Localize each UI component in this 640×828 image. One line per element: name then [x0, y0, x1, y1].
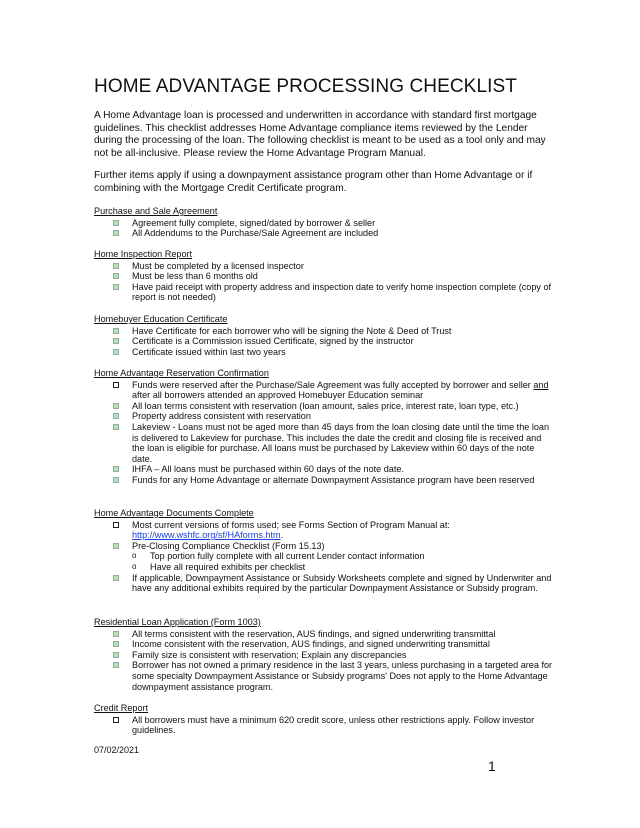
- checklist-item: Most current versions of forms used; see Forms Section of Program Manual at: http://www.wshfc.org/sf/HAforms.htm.: [94, 520, 554, 541]
- checkbox-icon[interactable]: [113, 349, 119, 355]
- section-loan-application: [94, 617, 554, 692]
- checkbox-icon[interactable]: [113, 522, 119, 528]
- section-title: Home Advantage Reservation Confirmation: [94, 368, 269, 378]
- checklist-item: Pre-Closing Compliance Checklist (Form 15.13) o Top portion fully complete with all current Lender contact information o Have all required exhibits per checklist: [94, 541, 554, 573]
- checklist-item: Certificate issued within last two years: [94, 347, 554, 358]
- checkbox-icon[interactable]: [113, 641, 119, 647]
- checkbox-icon[interactable]: [113, 220, 119, 226]
- checklist-item: Family size is consistent with reservation; Explain any discrepancies: [94, 650, 554, 661]
- checklist-item: Funds for any Home Advantage or alternate Downpayment Assistance program have been reserved: [94, 475, 554, 486]
- checklist-item: All terms consistent with the reservation, AUS findings, and signed underwriting transmittal: [94, 629, 554, 640]
- checkbox-icon[interactable]: [113, 466, 119, 472]
- checkbox-icon[interactable]: [113, 338, 119, 344]
- checkbox-icon[interactable]: [113, 382, 119, 388]
- section-title: Purchase and Sale Agreement: [94, 206, 218, 216]
- checkbox-icon[interactable]: [113, 575, 119, 581]
- circle-bullet-icon: o: [132, 561, 137, 571]
- section-purchase-sale: [94, 206, 554, 239]
- checkbox-icon[interactable]: [113, 662, 119, 668]
- checkbox-icon[interactable]: [113, 413, 119, 419]
- section-home-inspection: [94, 249, 554, 303]
- checklist-item: Lakeview - Loans must not be aged more than 45 days from the loan closing date until the time the loan is delivered to Lakeview for purchase. This includes the date the credit and closing file is received and the loan is eligible for purchase. All loans must be purchased by Lakeview within 60 days of the note date.: [94, 422, 554, 464]
- forms-link[interactable]: http://www.wshfc.org/sf/HAforms.htm: [132, 530, 281, 541]
- checklist-item: Must be less than 6 months old: [94, 271, 554, 282]
- sub-item: o Top portion fully complete with all current Lender contact information: [132, 551, 425, 562]
- checklist-item: All loan terms consistent with reservation (loan amount, sales price, interest rate, loan type, etc.): [94, 401, 554, 412]
- checkbox-icon[interactable]: [113, 631, 119, 637]
- section-title: Residential Loan Application (Form 1003): [94, 617, 261, 627]
- checklist-item: All borrowers must have a minimum 620 credit score, unless other restrictions apply. Follow investor guidelines.: [94, 715, 554, 736]
- checklist-item: If applicable, Downpayment Assistance or Subsidy Worksheets complete and signed by Underwriter and have any additional exhibits required by the particular Downpayment Assistance or Subsidy program.: [94, 573, 554, 594]
- page-title: HOME ADVANTAGE PROCESSING CHECKLIST: [94, 76, 517, 97]
- checkbox-icon[interactable]: [113, 328, 119, 334]
- checklist-item: Agreement fully complete, signed/dated by borrower & seller: [94, 218, 554, 229]
- checklist-item: Funds were reserved after the Purchase/Sale Agreement was fully accepted by borrower and seller and after all borrowers attended an approved Homebuyer Education seminar: [94, 380, 554, 401]
- section-documents-complete: [94, 508, 554, 594]
- section-title: Home Inspection Report: [94, 249, 193, 259]
- checkbox-icon[interactable]: [113, 403, 119, 409]
- checkbox-icon[interactable]: [113, 424, 119, 430]
- checkbox-icon[interactable]: [113, 543, 119, 549]
- checklist-item: Borrower has not owned a primary residence in the last 3 years, unless purchasing in a targeted area for some specialty Downpayment Assistance or Subsidy programs' Does not apply to the Home Advantage downpayment assistance program.: [94, 660, 554, 692]
- section-title: Homebuyer Education Certificate: [94, 314, 228, 324]
- checklist-item: All Addendums to the Purchase/Sale Agreement are included: [94, 228, 554, 239]
- checkbox-icon[interactable]: [113, 273, 119, 279]
- intro-paragraph: A Home Advantage loan is processed and underwritten in accordance with standard first mortgage guidelines. This checklist addresses Home Advantage compliance items reviewed by the Lender during the processing of the loan. The following checklist is meant to be used as a tool only and may not be all-inclusive. Please review the Home Advantage Program Manual.: [94, 110, 546, 159]
- checklist-item: Income consistent with the reservation, AUS findings, and signed underwriting transmittal: [94, 639, 554, 650]
- circle-bullet-icon: o: [132, 551, 137, 561]
- checkbox-icon[interactable]: [113, 263, 119, 269]
- checklist-item: Property address consistent with reservation: [94, 411, 554, 422]
- checklist-item: Must be completed by a licensed inspector: [94, 261, 554, 272]
- section-title: Credit Report: [94, 703, 149, 713]
- checkbox-icon[interactable]: [113, 477, 119, 483]
- footer-date: 07/02/2021: [94, 745, 140, 755]
- checklist-item: Certificate is a Commission issued Certificate, signed by the instructor: [94, 336, 554, 347]
- checklist-item: Have Certificate for each borrower who will be signing the Note & Deed of Trust: [94, 326, 554, 337]
- section-homebuyer-education: [94, 314, 554, 357]
- section-credit-report: [94, 703, 554, 736]
- checklist-item: IHFA – All loans must be purchased within 60 days of the note date.: [94, 464, 554, 475]
- page-number: 1: [488, 758, 496, 774]
- checkbox-icon[interactable]: [113, 230, 119, 236]
- checkbox-icon[interactable]: [113, 284, 119, 290]
- section-title: Home Advantage Documents Complete: [94, 508, 254, 518]
- checklist-item: Have paid receipt with property address and inspection date to verify home inspection complete (copy of report is not needed): [94, 282, 554, 303]
- section-reservation-confirmation: [94, 368, 554, 486]
- checkbox-icon[interactable]: [113, 717, 119, 723]
- checkbox-icon[interactable]: [113, 652, 119, 658]
- sub-item: o Have all required exhibits per checklist: [132, 561, 306, 572]
- intro-paragraph-2: Further items apply if using a downpayment assistance program other than Home Advantage or if combining with the Mortgage Credit Certificate program.: [94, 170, 533, 194]
